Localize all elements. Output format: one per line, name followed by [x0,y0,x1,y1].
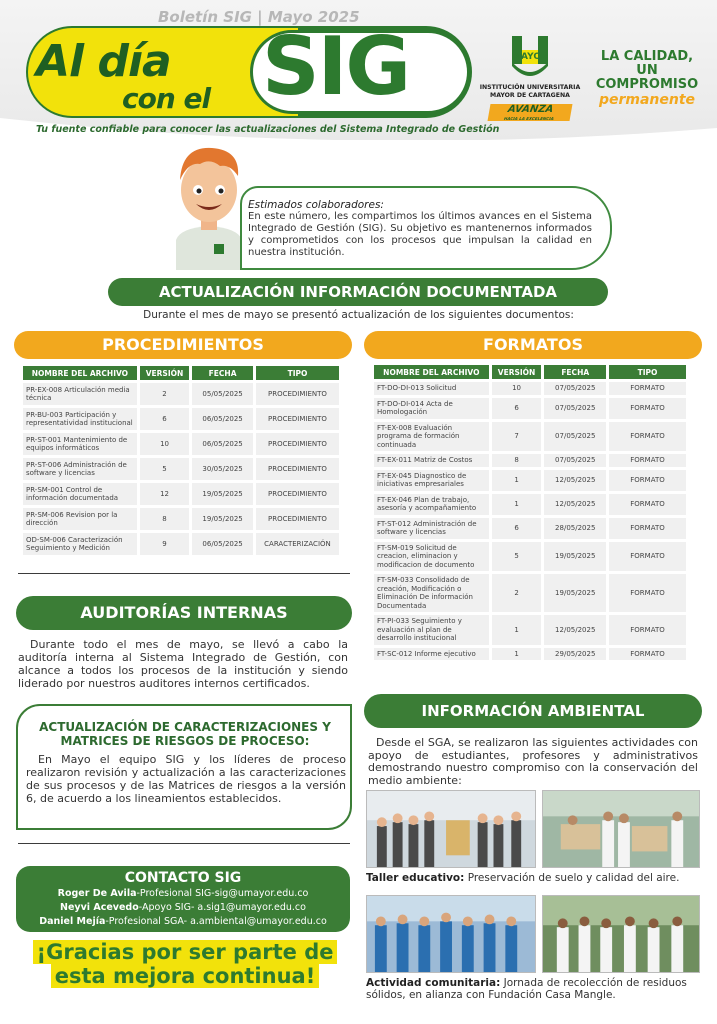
date-cell: 19/05/2025 [544,542,606,572]
type-cell: FORMATO [609,382,686,395]
table-row [374,454,686,467]
intro-text: En este número, les compartimos los últimos avances en el Sistema Integrado de Gestión (SIG). Su objetivo es mantenernos informados y comprometidos con los procesos que impulsan la calidad en nuestra institución. [248,211,592,258]
date-cell: 07/05/2025 [544,382,606,395]
column-header: FECHA [544,365,606,379]
type-cell: PROCEDIMIENTO [256,433,339,455]
date-cell: 29/05/2025 [544,648,606,661]
contact-person [16,902,350,913]
contact-detail[interactable]: -Profesional SGA- a.ambiental@umayor.edu.co [105,916,327,927]
type-cell: PROCEDIMIENTO [256,408,339,430]
file-name-cell: PR-SM-001 Control de información documentada [23,483,137,505]
caption-title: Actividad comunitaria: [366,977,501,989]
logo-motto [488,104,573,121]
documentation-heading: ACTUALIZACIÓN INFORMACIÓN DOCUMENTADA [108,278,608,306]
type-cell: FORMATO [609,422,686,452]
version-cell: 8 [492,454,542,467]
file-name-cell: PR-SM-006 Revision por la dirección [23,508,137,530]
documentation-intro: Durante el mes de mayo se presentó actualización de los siguientes documentos: [143,309,574,321]
divider [18,843,350,844]
community-photo-1 [366,895,536,973]
table-row [374,470,686,491]
title-line-1: Al día [36,36,171,87]
date-cell: 06/05/2025 [192,433,253,455]
column-header: VERSIÓN [492,365,542,379]
version-cell: 6 [492,398,542,419]
divider [18,573,350,574]
column-header: TIPO [256,366,339,380]
type-cell: FORMATO [609,454,686,467]
date-cell: 06/05/2025 [192,408,253,430]
type-cell: CARACTERIZACIÓN [256,533,339,555]
version-cell: 1 [492,470,542,491]
column-header: NOMBRE DEL ARCHIVO [23,366,137,380]
version-cell: 1 [492,648,542,661]
table-row [374,422,686,452]
slogan-line-3: permanente [598,92,696,108]
caption-text: Jornada de recolección de residuos sólidos, en alianza con Fundación Casa Mangle. [366,977,687,1001]
version-cell: 8 [140,508,189,530]
contact-detail[interactable]: -Apoyo SIG- a.sig1@umayor.edu.co [138,902,306,913]
thanks-line-2: esta mejora continua! [51,964,320,988]
type-cell: FORMATO [609,615,686,645]
table-row [374,615,686,645]
column-header: VERSIÓN [140,366,189,380]
file-name-cell: FT-EX-008 Evaluación programa de formación continuada [374,422,489,452]
type-cell: FORMATO [609,518,686,539]
contact-name: Daniel Mejía [39,916,106,927]
file-name-cell: FT-SC-012 Informe ejecutivo [374,648,489,661]
table-row [374,398,686,419]
version-cell: 1 [492,494,542,515]
date-cell: 19/05/2025 [544,574,606,612]
version-cell: 10 [492,382,542,395]
date-cell: 07/05/2025 [544,454,606,467]
version-cell: 12 [140,483,189,505]
contact-title: CONTACTO SIG [124,870,242,886]
table-row [374,542,686,572]
slogan-line-2: UN COMPROMISO [595,63,699,92]
environmental-text: Desde el SGA, se realizaron las siguientes actividades con apoyo de estudiantes, profesores y administrativos demostrando nuestro compromiso con la conservación del medio ambiente: [368,736,698,787]
file-name-cell: FT-DO-DI-013 Solicitud [374,382,489,395]
date-cell: 12/05/2025 [544,615,606,645]
version-cell: 5 [492,542,542,572]
file-name-cell: FT-EX-046 Plan de trabajo, asesoría y acompañamiento [374,494,489,515]
date-cell: 07/05/2025 [544,398,606,419]
version-cell: 5 [140,458,189,480]
type-cell: FORMATO [609,398,686,419]
file-name-cell: FT-DO-DI-014 Acta de Homologación [374,398,489,419]
contact-name: Neyvi Acevedo [60,902,139,913]
file-name-cell: FT-PI-033 Seguimiento y evaluación al plan de desarrollo institucional [374,615,489,645]
formats-heading: FORMATOS [364,331,702,359]
workshop-photo-1 [366,790,536,868]
column-header: NOMBRE DEL ARCHIVO [374,365,489,379]
table-row [23,483,339,505]
mascot-illustration [170,140,248,270]
type-cell: FORMATO [609,648,686,661]
type-cell: FORMATO [609,470,686,491]
procedures-heading: PROCEDIMIENTOS [14,331,352,359]
file-name-cell: PR-ST-001 Mantenimiento de equipos informáticos [23,433,137,455]
version-cell: 6 [140,408,189,430]
contact-person [16,916,350,927]
version-cell: 7 [492,422,542,452]
caption-title: Taller educativo: [366,872,465,884]
thanks-message [16,940,354,988]
version-cell: 2 [140,383,189,405]
table-row [374,518,686,539]
table-row [23,383,339,405]
tagline: Tu fuente confiable para conocer las actualizaciones del Sistema Integrado de Gestión [36,124,500,135]
environmental-heading: INFORMACIÓN AMBIENTAL [364,694,702,728]
file-name-cell: FT-EX-045 Diagnostico de iniciativas empresariales [374,470,489,491]
date-cell: 19/05/2025 [192,508,253,530]
institution-logo [478,36,582,130]
date-cell: 05/05/2025 [192,383,253,405]
column-header: FECHA [192,366,253,380]
type-cell: FORMATO [609,494,686,515]
file-name-cell: PR-ST-006 Administración de software y licencias [23,458,137,480]
table-row [23,533,339,555]
logo-brand: MAYOR [512,52,548,62]
table-row [23,508,339,530]
type-cell: PROCEDIMIENTO [256,458,339,480]
version-cell: 6 [492,518,542,539]
photo-caption-community [366,977,702,1001]
table-row [374,494,686,515]
intro-greeting: Estimados colaboradores: [248,199,384,211]
characterization-title: ACTUALIZACIÓN DE CARACTERIZACIONES Y MATRICES DE RIESGOS DE PROCESO: [39,720,331,748]
caption-text: Preservación de suelo y calidad del aire. [464,872,680,884]
slogan-line-1: LA CALIDAD, [600,49,694,64]
table-row [374,382,686,395]
edition-label: Boletín SIG | Mayo 2025 [158,8,360,26]
type-cell: FORMATO [609,542,686,572]
title-sig: SIG [262,20,410,113]
table-row [23,433,339,455]
file-name-cell: FT-EX-011 Matriz de Costos [374,454,489,467]
type-cell: PROCEDIMIENTO [256,483,339,505]
version-cell: 2 [492,574,542,612]
photo-caption-workshop [366,872,702,884]
file-name-cell: FT-SM-033 Consolidado de creación, Modificación o Eliminación De información Documentada [374,574,489,612]
contact-detail[interactable]: -Profesional SIG-sig@umayor.edu.co [136,888,309,899]
date-cell: 30/05/2025 [192,458,253,480]
contact-name: Roger De Avila [57,888,137,899]
formats-table [371,362,689,663]
thanks-line-1: ¡Gracias por ser parte de [33,940,338,964]
file-name-cell: FT-SM-019 Solicitud de creacion, eliminacion y modificacion de documento [374,542,489,572]
workshop-photo-2 [542,790,700,868]
type-cell: PROCEDIMIENTO [256,508,339,530]
table-row [23,408,339,430]
table-row [374,648,686,661]
file-name-cell: PR-BU-003 Participación y representatividad institucional [23,408,137,430]
type-cell: FORMATO [609,574,686,612]
logo-motto-text: AVANZA [506,104,555,115]
characterization-text: En Mayo el equipo SIG y los líderes de proceso realizaron revisión y actualización a las caracterizaciones de sus procesos y de las Matrices de riesgos a la versión 6, de acuerdo a los lineamientos establecidos. [26,753,346,805]
version-cell: 10 [140,433,189,455]
community-photo-2 [542,895,700,973]
table-row [374,574,686,612]
logo-institution: INSTITUCIÓN UNIVERSITARIA MAYOR DE CARTAGENA [479,84,581,99]
date-cell: 28/05/2025 [544,518,606,539]
date-cell: 06/05/2025 [192,533,253,555]
logo-motto-sub: HACIA LA EXCELENCIA [503,116,555,121]
file-name-cell: FT-ST-012 Administración de software y licencias [374,518,489,539]
title-line-2: con el [122,82,211,115]
slogan [586,50,708,108]
column-header: TIPO [609,365,686,379]
date-cell: 12/05/2025 [544,470,606,491]
date-cell: 12/05/2025 [544,494,606,515]
date-cell: 19/05/2025 [192,483,253,505]
file-name-cell: OD-SM-006 Caracterización Seguimiento y Medición [23,533,137,555]
version-cell: 1 [492,615,542,645]
type-cell: PROCEDIMIENTO [256,383,339,405]
version-cell: 9 [140,533,189,555]
procedures-table [20,363,342,558]
file-name-cell: PR-EX-008 Articulación media técnica [23,383,137,405]
table-row [23,458,339,480]
contact-person [16,888,350,899]
date-cell: 07/05/2025 [544,422,606,452]
audits-text: Durante todo el mes de mayo, se llevó a cabo la auditoría interna al Sistema Integrado de Gestión, con alcance a todos los procesos de la institución y siendo liderado por nuestros auditores internos certificados. [18,638,348,690]
audits-heading: AUDITORÍAS INTERNAS [16,596,352,630]
